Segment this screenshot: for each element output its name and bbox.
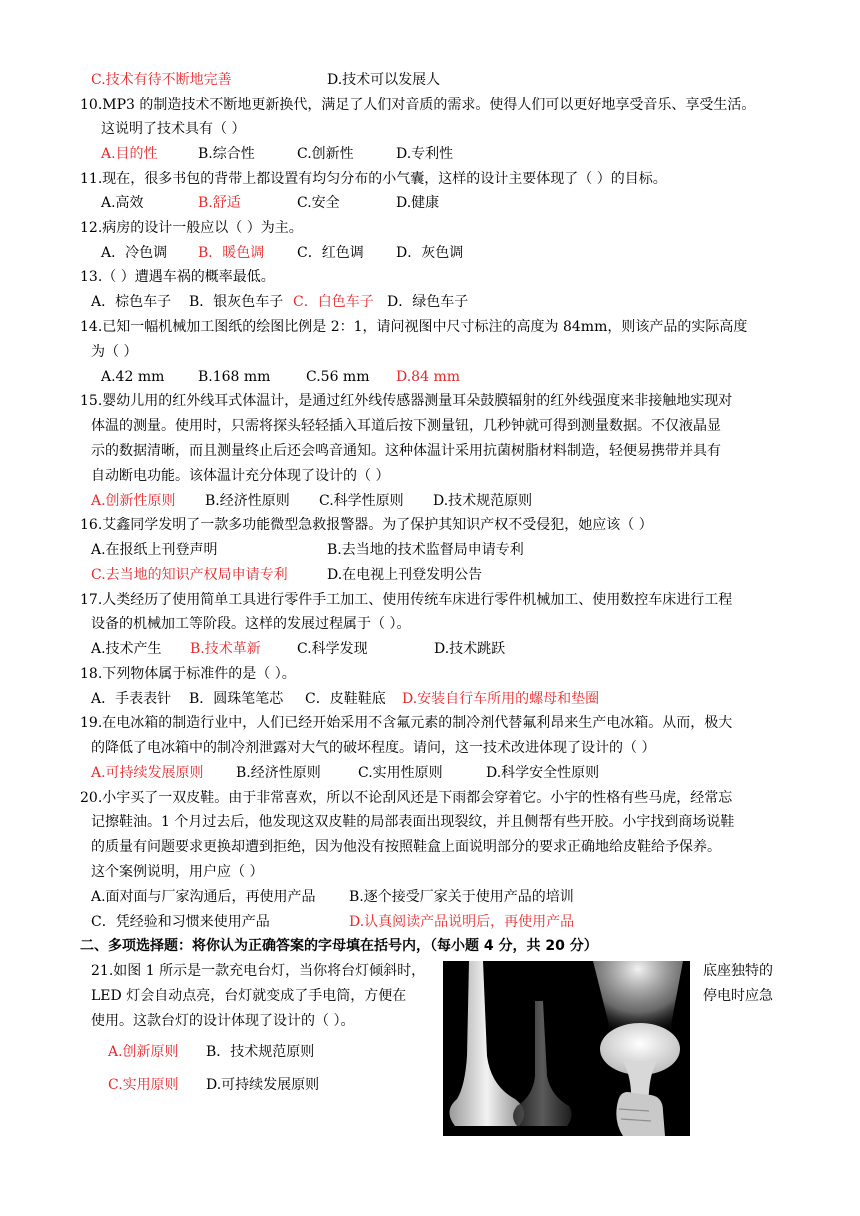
q20-option-c: C．凭经验和习惯来使用产品 [91, 914, 270, 930]
section-2-heading: 二、多项选择题：将你认为正确答案的字母填在括号内，（每小题 4 分，共 20 分） [80, 938, 598, 954]
q15-option-d: D.技术规范原则 [433, 493, 533, 509]
q20-option-a: A.面对面与厂家沟通后，再使用产品 [91, 889, 316, 905]
q17-option-a: A.技术产生 [91, 641, 162, 657]
q18-option-c: C．皮鞋鞋底 [305, 691, 386, 707]
q9-option-c: C.技术有待不断地完善 [91, 72, 232, 88]
lamp-photo [443, 961, 690, 1136]
q19-stem-line2: 的降低了电冰箱中的制冷剂泄露对大气的破坏程度。请问，这一技术改进体现了设计的（ ） [91, 740, 656, 756]
q18-option-d: D.安装自行车所用的螺母和垫圈 [402, 691, 600, 707]
q19-option-d: D.科学安全性原则 [486, 765, 600, 781]
q12-stem: 12.病房的设计一般应以（ ）为主。 [80, 220, 303, 236]
q15-option-c: C.科学性原则 [319, 493, 404, 509]
q14-stem-line2: 为（ ） [91, 344, 138, 360]
q13-stem: 13.（ ）遭遇车祸的概率最低。 [80, 269, 275, 285]
lamp-illustration [443, 961, 690, 1136]
q19-option-b: B.经济性原则 [236, 765, 321, 781]
q10-stem-line2: 这说明了技术具有（ ） [101, 121, 246, 137]
q13-option-d: D．绿色车子 [387, 294, 469, 310]
q10-option-d: D.专利性 [396, 146, 454, 162]
q15-stem-line1: 15.婴幼儿用的红外线耳式体温计，是通过红外线传感器测量耳朵鼓膜辐射的红外线强度来非接触地实现对 [80, 393, 733, 409]
q19-option-a: A.可持续发展原则 [91, 765, 204, 781]
q19-option-c: C.实用性原则 [358, 765, 443, 781]
q13-option-b: B．银灰色车子 [189, 294, 284, 310]
q12-option-c: C．红色调 [297, 245, 364, 261]
q15-stem-line4: 自动断电功能。该体温计充分体现了设计的（ ） [91, 468, 390, 484]
q17-stem-line1: 17.人类经历了使用简单工具进行零件手工加工、使用传统车床进行零件机械加工、使用数控车床进行工程 [80, 592, 733, 608]
q21-stem-line1-right: 底座独特的 [703, 963, 773, 979]
q12-option-d: D．灰色调 [396, 245, 464, 261]
q21-option-c: C.实用原则 [108, 1077, 179, 1093]
q20-stem-line3: 的质量有问题要求更换却遭到拒绝，因为他没有按照鞋盒上面说明部分的要求正确地给皮鞋给予保养。 [91, 839, 721, 855]
q16-stem: 16.艾鑫同学发明了一款多功能微型急救报警器。为了保护其知识产权不受侵犯，她应该（ ） [80, 517, 653, 533]
q11-option-a: A.高效 [101, 195, 144, 211]
q13-option-c: C．白色车子 [293, 294, 374, 310]
q11-option-d: D.健康 [396, 195, 440, 211]
q18-stem: 18.下列物体属于标准件的是（ ）。 [80, 666, 296, 682]
q12-option-a: A．冷色调 [101, 245, 168, 261]
q16-option-b: B.去当地的技术监督局申请专利 [327, 542, 524, 558]
q10-stem-line1: 10.MP3 的制造技术不断地更新换代，满足了人们对音质的需求。使得人们可以更好地享受音乐、享受生活。 [80, 97, 756, 113]
q16-option-d: D.在电视上刊登发明公告 [327, 567, 483, 583]
q21-stem-line2: LED 灯会自动点亮，台灯就变成了手电筒，方便在 [91, 988, 407, 1004]
q14-option-b: B.168 mm [198, 369, 271, 385]
q12-option-b: B．暖色调 [198, 245, 265, 261]
q20-option-d: D.认真阅读产品说明后，再使用产品 [349, 914, 575, 930]
q16-option-c: C.去当地的知识产权局申请专利 [91, 567, 288, 583]
q10-option-b: B.综合性 [198, 146, 255, 162]
q11-option-c: C.安全 [297, 195, 340, 211]
q17-option-b: B.技术革新 [190, 641, 261, 657]
q21-stem-line3: 使用。这款台灯的设计体现了设计的（ ）。 [91, 1013, 355, 1029]
q18-option-a: A．手表表针 [91, 691, 172, 707]
q20-stem-line2: 记擦鞋油。1 个月过去后，他发现这双皮鞋的局部表面出现裂纹，并且侧帮有些开胶。小宇找到商场说鞋 [91, 814, 735, 830]
q21-option-b: B．技术规范原则 [206, 1044, 315, 1060]
q15-option-b: B.经济性原则 [205, 493, 290, 509]
q14-option-d: D.84 mm [396, 369, 460, 385]
q15-stem-line3: 示的数据清晰，而且测量终止后还会鸣音通知。这种体温计采用抗菌树脂材料制造，轻便易携带并具有 [91, 443, 721, 459]
q10-option-c: C.创新性 [297, 146, 354, 162]
q20-stem-line1: 20.小宇买了一双皮鞋。由于非常喜欢，所以不论刮风还是下雨都会穿着它。小宇的性格有些马虎，经常忘 [80, 790, 733, 806]
q11-option-b: B.舒适 [198, 195, 241, 211]
q17-stem-line2: 设备的机械加工等阶段。这样的发展过程属于（ ）。 [91, 616, 411, 632]
q18-option-b: B．圆珠笔笔芯 [189, 691, 284, 707]
q9-option-d: D.技术可以发展人 [327, 72, 441, 88]
q19-stem-line1: 19.在电冰箱的制造行业中，人们已经开始采用不含氟元素的制冷剂代替氟利昂来生产电冰箱。从而，极大 [80, 715, 733, 731]
q20-stem-line4: 这个案例说明，用户应（ ） [91, 864, 264, 880]
q21-option-d: D.可持续发展原则 [206, 1077, 320, 1093]
q16-option-a: A.在报纸上刊登声明 [91, 542, 218, 558]
q13-option-a: A．棕色车子 [91, 294, 172, 310]
q17-option-c: C.科学发现 [297, 641, 368, 657]
q10-option-a: A.目的性 [101, 146, 158, 162]
q14-option-a: A.42 mm [101, 369, 165, 385]
q21-option-a: A.创新原则 [108, 1044, 179, 1060]
q15-option-a: A.创新性原则 [91, 493, 176, 509]
q17-option-d: D.技术跳跃 [434, 641, 506, 657]
q14-option-c: C.56 mm [306, 369, 370, 385]
q21-stem-line2-right: 停电时应急 [703, 988, 773, 1004]
q15-stem-line2: 体温的测量。使用时，只需将探头轻轻插入耳道后按下测量钮，几秒钟就可得到测量数据。不仅液晶显 [91, 418, 721, 434]
q21-stem-line1: 21.如图 1 所示是一款充电台灯，当你将台灯倾斜时， [91, 963, 426, 979]
q11-stem: 11.现在，很多书包的背带上都设置有均匀分布的小气囊，这样的设计主要体现了（ ）的目标。 [80, 171, 667, 187]
q20-option-b: B.逐个接受厂家关于使用产品的培训 [349, 889, 574, 905]
q14-stem-line1: 14.已知一幅机械加工图纸的绘图比例是 2：1，请问视图中尺寸标注的高度为 84mm，则该产品的实际高度 [80, 319, 748, 335]
